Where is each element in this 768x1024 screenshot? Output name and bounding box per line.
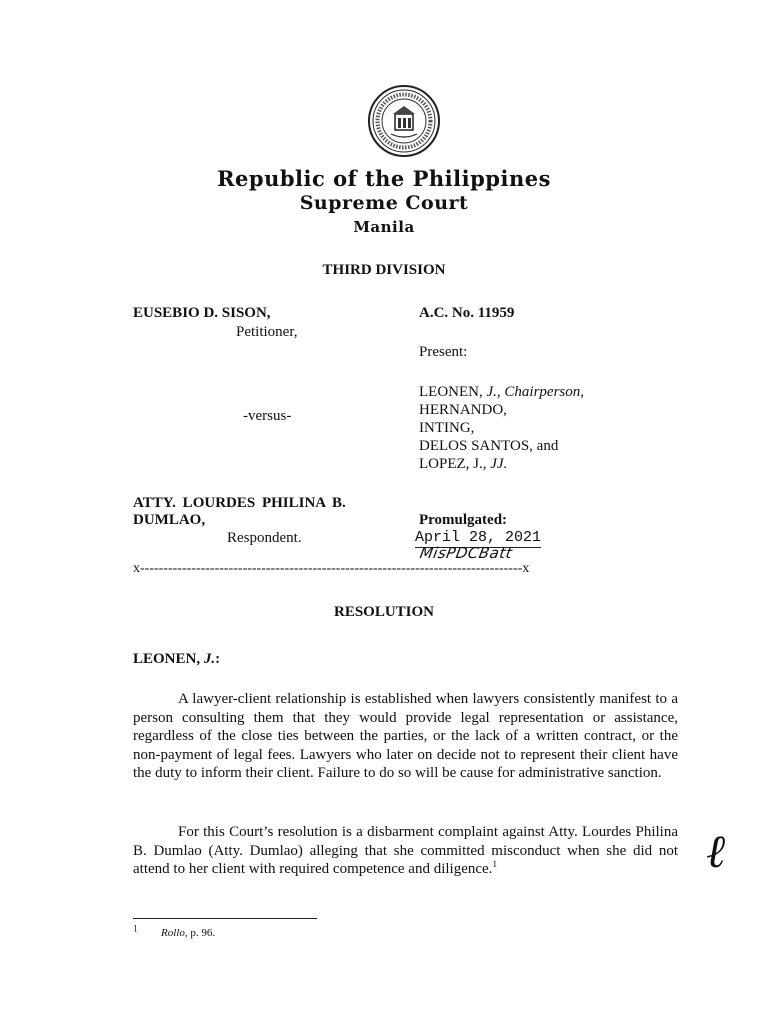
clerk-signature: MisPDCBatt (418, 544, 514, 562)
bench-member: HERNANDO, (419, 402, 507, 418)
caption-divider: x----------------------------------------------------------------------------------x (133, 562, 530, 576)
bench-member: INTING, (419, 420, 475, 436)
republic-heading: Republic of the Philippines (217, 166, 551, 191)
petitioner-role: Petitioner, (236, 324, 298, 340)
paragraph-2: For this Court’s resolution is a disbarment complaint against Atty. Lourdes Philina B. Dumlao (Atty. Dumlao) alleging that she committed misconduct when she did not attend to her client with required competence and diligence.$^1$ (133, 824, 678, 877)
ponente-line: LEONEN, J.: (133, 651, 221, 667)
respondent-name-line1: ATTY. LOURDES PHILINA B. (133, 495, 346, 511)
promulgated-date: April 28, 2021 (415, 529, 542, 546)
margin-initial: ℓ (706, 824, 726, 878)
case-number: A.C. No. 11959 (419, 305, 515, 321)
footnote-ref[interactable]: 1 (492, 859, 497, 869)
present-label: Present: (419, 344, 468, 360)
city-heading: Manila (353, 218, 415, 236)
versus-label: -versus- (243, 408, 292, 424)
resolution-title: RESOLUTION (333, 604, 435, 620)
footnote: $^1$ Rollo, p. 96. (133, 923, 216, 939)
bench-member: DELOS SANTOS, and (419, 438, 559, 454)
bench-member: LOPEZ, J., JJ. (419, 456, 508, 472)
petitioner-name: EUSEBIO D. SISON, (133, 305, 271, 321)
paragraph-1: A lawyer-client relationship is established when lawyers consistently manifest to a person consulting them that they would provide legal representation or assistance, regardless of the close ties between the parties, or the lack of a written contract, or the non-payment of legal fees. Lawyers who later on decide not to represent their client have the duty to inform their client. Failure to do so will be cause for administrative sanction. (133, 691, 678, 781)
division-heading: THIRD DIVISION (322, 262, 446, 278)
promulgated-label: Promulgated: (419, 512, 508, 528)
respondent-name-line2: DUMLAO, (133, 512, 206, 528)
footnote-separator (133, 918, 317, 919)
seal-icon (367, 84, 441, 158)
respondent-role: Respondent. (227, 530, 302, 546)
court-heading: Supreme Court (299, 192, 469, 214)
bench-member: LEONEN, J., Chairperson, (419, 384, 584, 400)
supreme-court-seal (367, 84, 441, 158)
